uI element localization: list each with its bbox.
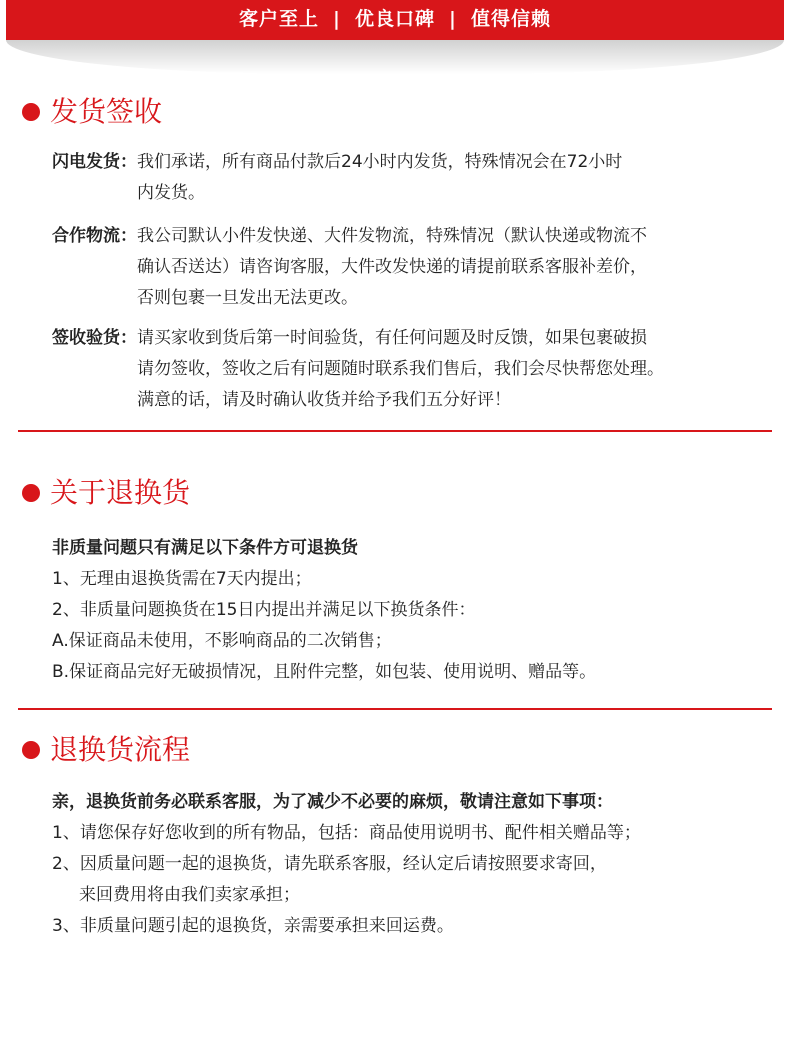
banner-slogan-3: 值得信赖 [470,8,551,30]
banner-slogan-2: 优良口碑 [354,8,435,30]
section-title-process [22,730,190,770]
banner-separator: | [333,8,341,30]
section-title-returns [22,473,190,513]
item-body: 请买家收到货后第一时间验货，有任何问题及时反馈，如果包裹破损 请勿签收，签收之后有问题随时联系我们售后，我们会尽快帮您处理。 满意的话，请及时确认收货并给予我们五分好评！ [137,328,664,410]
list-item: 来回费用将由我们卖家承担； [52,885,301,905]
banner-slogan-1: 客户至上 [239,8,320,30]
process-notes [52,787,772,942]
list-item: 3、非质量问题引起的退换货，亲需要承担来回运费。 [52,916,454,936]
item-label: 闪电发货： [52,152,137,172]
section-title-text: 关于退换货 [50,476,191,509]
returns-conditions [52,533,772,688]
red-dot-icon [22,484,40,502]
section-title-text: 退换货流程 [50,733,191,766]
shipping-item-fast [52,147,772,209]
list-item: A.保证商品未使用，不影响商品的二次销售； [52,631,392,651]
item-body: 我公司默认小件发快递、大件发物流，特殊情况（默认快递或物流不 确认否送达）请咨询客服，大件改发快递的请提前联系客服补差价， 否则包裹一旦发出无法更改。 [137,226,647,308]
process-heading: 亲，退换货前务必联系客服，为了减少不必要的麻烦，敬请注意如下事项： [52,792,613,812]
section-title-shipping [22,92,162,132]
banner-shadow [6,40,784,74]
list-item: 1、请您保存好您收到的所有物品，包括：商品使用说明书、配件相关赠品等； [52,823,641,843]
item-body: 我们承诺，所有商品付款后24小时内发货，特殊情况会在72小时 内发货。 [137,152,623,203]
list-item: 2、非质量问题换货在15日内提出并满足以下换货条件： [52,600,476,620]
section-title-text: 发货签收 [50,95,163,128]
top-banner [6,0,784,40]
red-dot-icon [22,103,40,121]
list-item: 2、因质量问题一起的退换货，请先联系客服，经认定后请按照要求寄回， [52,854,607,874]
item-label: 合作物流： [52,226,137,246]
red-dot-icon [22,741,40,759]
list-item: B.保证商品完好无破损情况，且附件完整，如包装、使用说明、赠品等。 [52,662,597,682]
section-divider [18,708,772,710]
shipping-item-logistics [52,221,772,314]
returns-heading: 非质量问题只有满足以下条件方可退换货 [52,538,358,558]
item-label: 签收验货： [52,328,137,348]
shipping-item-inspection [52,323,772,416]
list-item: 1、无理由退换货需在7天内提出； [52,569,312,589]
banner-separator: | [449,8,457,30]
section-divider [18,430,772,432]
